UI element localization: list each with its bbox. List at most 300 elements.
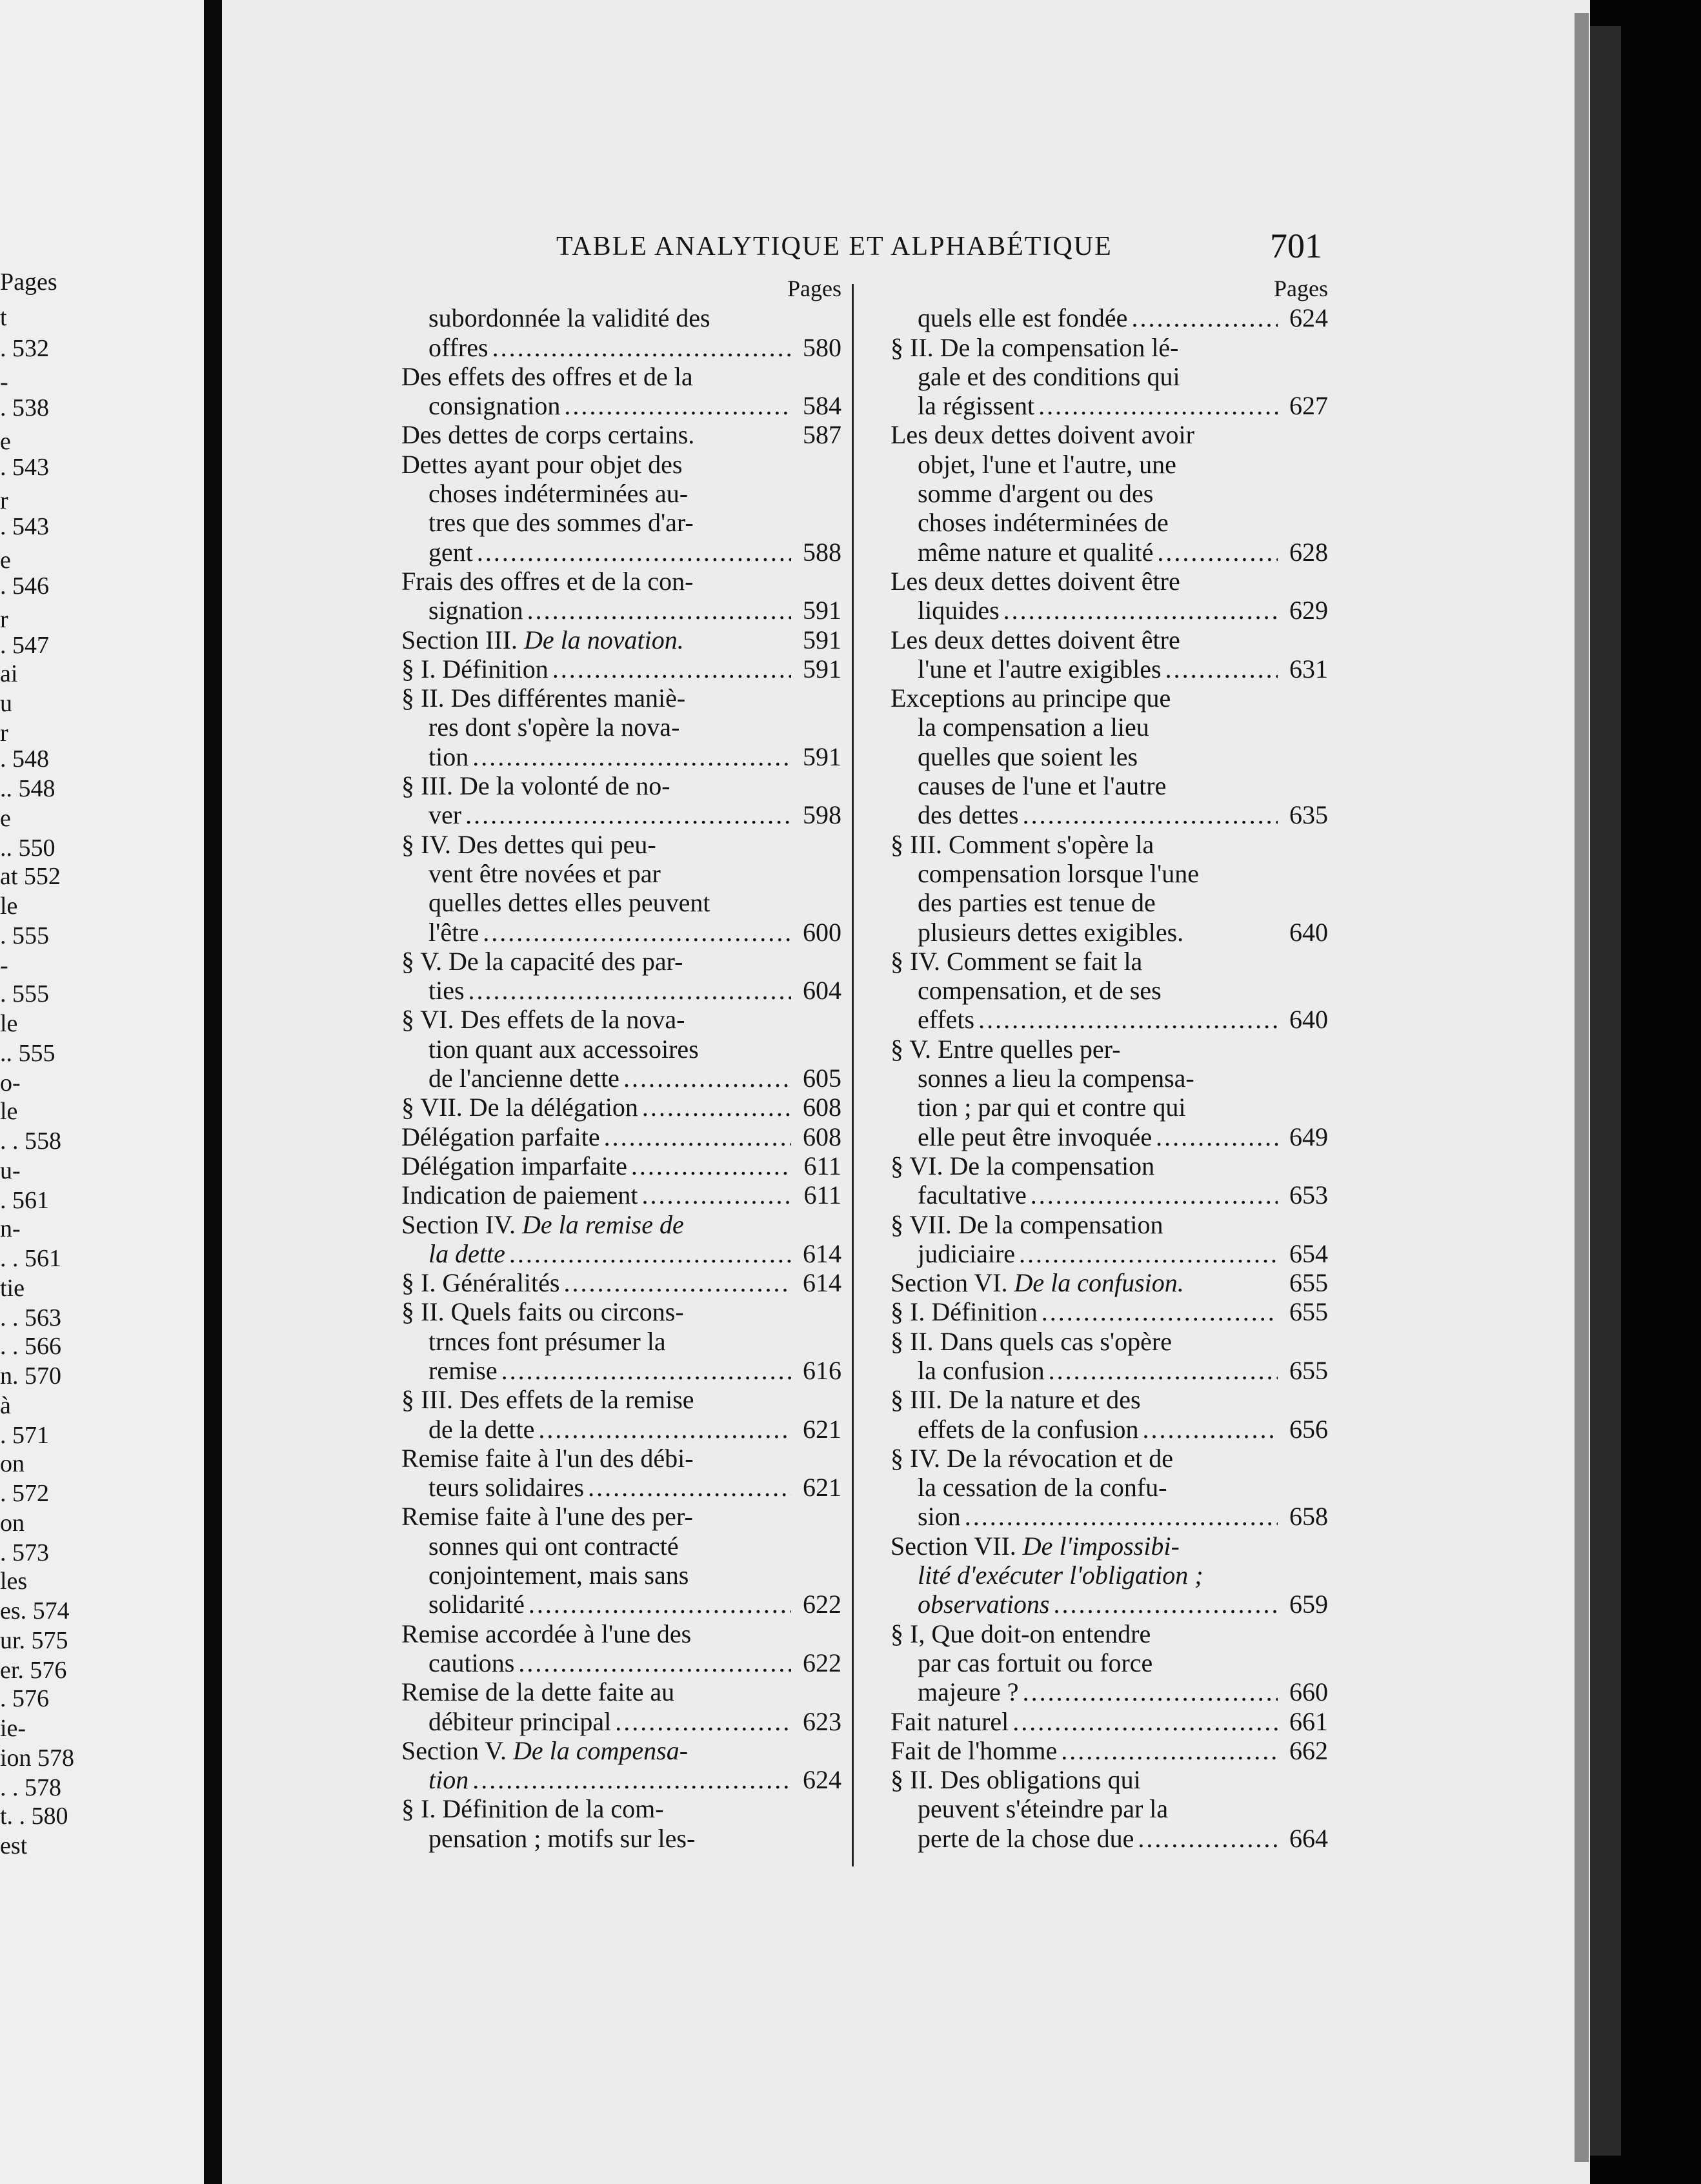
previous-page-line: le (0, 893, 18, 920)
page-reference: 623 (803, 1706, 841, 1736)
previous-page-line: Pages (0, 268, 57, 296)
entry-text-roman: Des dettes de corps certains. (401, 420, 695, 450)
entry-line (401, 1736, 841, 1765)
entry-line (401, 830, 841, 859)
entry-text (918, 1824, 1134, 1853)
entry-text (918, 1122, 1152, 1151)
entry-text (918, 450, 1176, 479)
running-head: TABLE ANALYTIQUE ET ALPHABÉTIQUE (556, 232, 1112, 261)
entry-text (918, 1561, 1203, 1590)
entry-text-roman: somme d'argent ou des (918, 479, 1154, 509)
entry-line (401, 1385, 841, 1414)
dot-leader (1019, 1239, 1278, 1268)
previous-page-line: est (0, 1832, 28, 1859)
previous-page-line: ion 578 (0, 1744, 75, 1772)
index-entry (401, 1151, 841, 1180)
entry-line (891, 800, 1328, 829)
entry-text-roman: objet, l'une et l'autre, une (918, 449, 1176, 479)
page-reference: 587 (803, 420, 841, 450)
page-reference: 600 (803, 917, 841, 947)
dot-leader (1042, 1297, 1278, 1326)
entry-text-roman: § I, Que doit-on entendre (891, 1619, 1151, 1648)
entry-text-roman: § VI. De la compensation (891, 1151, 1155, 1180)
dot-leader (642, 1180, 791, 1209)
entry-line (891, 1327, 1328, 1356)
entry-line (401, 420, 841, 449)
entry-text-roman: Délégation parfaite (401, 1122, 600, 1151)
index-entry (401, 1502, 841, 1619)
entry-text-roman: sonnes qui ont contracté (428, 1531, 679, 1561)
page-reference: 640 (1289, 1005, 1328, 1035)
page-reference: 614 (803, 1268, 841, 1298)
index-entry (891, 1210, 1328, 1269)
entry-text (918, 1648, 1152, 1677)
entry-text (891, 1444, 1173, 1473)
entry-line (401, 859, 841, 888)
previous-page-line: . 538 (0, 394, 49, 421)
entry-text (401, 1151, 627, 1180)
previous-page-line: es. 574 (0, 1597, 70, 1624)
entry-text-italic: De la novation. (523, 625, 684, 654)
previous-page-line: u (0, 690, 12, 717)
previous-page-line: . 573 (0, 1539, 49, 1566)
entry-text (428, 1473, 584, 1502)
entry-text-roman: quelles dettes elles peuvent (428, 888, 710, 918)
pages-label: Pages (787, 276, 841, 301)
entry-text (891, 333, 1179, 362)
page-reference: 608 (803, 1122, 841, 1151)
entry-text (918, 1180, 1027, 1209)
entry-text (401, 1736, 688, 1765)
index-entry (401, 1093, 841, 1122)
index-entry (401, 1210, 841, 1269)
entry-text (891, 1532, 1180, 1561)
entry-text-roman: compensation, et de ses (918, 976, 1162, 1006)
entry-line (891, 1765, 1328, 1794)
entry-line (401, 683, 841, 713)
dot-leader (1061, 1736, 1278, 1765)
entry-text (891, 683, 1171, 713)
entry-text (918, 918, 1183, 947)
entry-text (891, 947, 1142, 976)
entry-text (918, 508, 1169, 537)
page-reference: 628 (1289, 537, 1328, 567)
entry-text (891, 830, 1154, 859)
entry-text (428, 1532, 679, 1561)
entry-line (401, 1268, 841, 1297)
dot-leader (604, 1122, 791, 1151)
page-reference: 640 (1289, 917, 1328, 947)
page-reference: 655 (1289, 1297, 1328, 1327)
index-column-left (401, 274, 841, 1853)
entry-text (918, 654, 1162, 683)
entry-text (428, 1064, 619, 1093)
entry-text-roman: Fait naturel (891, 1706, 1009, 1736)
entry-text-roman: res dont s'opère la nova- (428, 713, 680, 742)
entry-line (891, 1824, 1328, 1853)
dot-leader (509, 1239, 791, 1268)
entry-text-roman: § I. Définition de la com- (401, 1794, 664, 1824)
entry-text-roman: trnces font présumer la (428, 1326, 666, 1356)
page-reference: 659 (1289, 1590, 1328, 1619)
entry-text-roman: gale et des conditions qui (918, 361, 1180, 391)
entry-text (428, 859, 661, 888)
entry-text (428, 1561, 689, 1590)
index-entry (891, 1327, 1328, 1386)
entry-text (918, 1415, 1138, 1444)
entry-text (401, 830, 656, 859)
entry-text-roman: ties (428, 976, 465, 1006)
entry-text-italic: De la confusion. (1014, 1268, 1184, 1298)
dot-leader (472, 1765, 791, 1794)
previous-page-line: . . 558 (0, 1127, 61, 1155)
entry-line (401, 654, 841, 683)
entry-line (401, 479, 841, 508)
index-entry (401, 1268, 841, 1297)
previous-page-line: . 547 (0, 632, 49, 659)
page-reference: 584 (803, 391, 841, 421)
page-reference: 629 (1289, 596, 1328, 625)
entry-text-roman: quelles que soient les (918, 742, 1138, 771)
dot-leader (468, 976, 791, 1005)
dot-leader (1012, 1707, 1278, 1736)
entry-text-italic: observations (918, 1590, 1050, 1619)
entry-text (401, 771, 670, 800)
dot-leader (642, 1093, 791, 1122)
entry-line (401, 1093, 841, 1122)
index-entry (891, 1736, 1328, 1765)
entry-text (918, 771, 1166, 800)
entry-text-roman: subordonnée la validité des (428, 303, 710, 333)
entry-text-roman: cautions (428, 1648, 515, 1677)
dot-leader (465, 800, 791, 829)
entry-text (428, 508, 694, 537)
page-reference: 649 (1289, 1122, 1328, 1151)
entry-line (891, 683, 1328, 713)
entry-line (401, 1151, 841, 1180)
entry-line (401, 1532, 841, 1561)
entry-line (891, 1093, 1328, 1122)
entry-text (401, 1619, 691, 1648)
index-entry (401, 654, 841, 683)
entry-text-roman: tion ; par qui et contre qui (918, 1093, 1186, 1122)
index-entry (401, 567, 841, 625)
entry-text (401, 1093, 638, 1122)
page-reference: 635 (1289, 800, 1328, 830)
entry-line (401, 713, 841, 742)
entry-text-roman: l'être (428, 917, 479, 947)
previous-page-line: à (0, 1392, 11, 1419)
entry-text-roman: § I. Généralités (401, 1268, 560, 1298)
dot-leader (978, 1005, 1278, 1034)
dot-leader (1138, 1824, 1278, 1853)
entry-line (401, 1210, 841, 1239)
dot-leader (1165, 654, 1278, 683)
column-rule (852, 284, 854, 1866)
entry-text (918, 538, 1153, 567)
entry-text-roman: § II. Quels faits ou circons- (401, 1297, 684, 1327)
entry-text (401, 1268, 559, 1297)
entry-line (891, 567, 1328, 596)
entry-text (891, 1035, 1121, 1064)
entry-text (918, 391, 1034, 420)
entry-text-roman: des parties est tenue de (918, 888, 1156, 918)
entry-text (401, 625, 684, 654)
entry-text-italic: De la compensa- (513, 1735, 689, 1765)
entry-text (428, 976, 465, 1005)
entry-text-roman: § I. Définition (401, 654, 549, 683)
page-reference: 664 (1289, 1823, 1328, 1853)
dot-leader (615, 1707, 791, 1736)
entry-text (918, 479, 1153, 508)
previous-page-line: - (0, 952, 8, 979)
page-reference: 591 (803, 742, 841, 771)
entry-line (891, 1035, 1328, 1064)
entry-text-roman: § III. Des effets de la remise (401, 1385, 694, 1415)
entry-line (401, 1765, 841, 1794)
entry-line (401, 976, 841, 1005)
entry-line (891, 1180, 1328, 1209)
entry-line (891, 1122, 1328, 1151)
entry-text (401, 1180, 638, 1209)
index-entry (401, 1297, 841, 1385)
entry-line (891, 596, 1328, 625)
entry-line (401, 888, 841, 917)
entry-line (401, 800, 841, 829)
entry-text (891, 1385, 1141, 1414)
book-edge (1590, 26, 1621, 2156)
entry-text-roman: Les deux dettes doivent avoir (891, 420, 1194, 450)
entry-text (891, 1736, 1057, 1765)
entry-line (401, 596, 841, 625)
index-entry (401, 420, 841, 449)
previous-page-line: ai (0, 660, 18, 687)
entry-text (918, 976, 1162, 1005)
dot-leader (1131, 303, 1278, 332)
dot-leader (1023, 800, 1278, 829)
entry-text (428, 1415, 534, 1444)
index-entry (891, 303, 1328, 332)
dot-leader (527, 596, 791, 625)
page-reference: 622 (803, 1590, 841, 1619)
index-entry (891, 1619, 1328, 1707)
index-entry (891, 1297, 1328, 1326)
dot-leader (588, 1473, 791, 1502)
entry-text (891, 1297, 1038, 1326)
page-reference: 661 (1289, 1706, 1328, 1736)
entry-line (891, 1677, 1328, 1706)
entry-line (891, 1707, 1328, 1736)
previous-page-line: e (0, 428, 11, 455)
index-entry (401, 1736, 841, 1795)
entry-text-roman: causes de l'une et l'autre (918, 771, 1167, 801)
index-entry (401, 683, 841, 771)
entry-text (891, 420, 1194, 449)
entry-text (918, 1590, 1049, 1619)
entry-line (891, 859, 1328, 888)
entry-text-roman: signation (428, 596, 523, 625)
entry-text-roman: des dettes (918, 800, 1019, 830)
index-entry (891, 947, 1328, 1035)
entry-text-roman: § III. Comment s'opère la (891, 829, 1154, 859)
entry-line (891, 362, 1328, 391)
page-reference: 588 (803, 537, 841, 567)
entry-text (428, 596, 523, 625)
page-reference: 591 (803, 625, 841, 654)
entry-line (891, 742, 1328, 771)
entry-line (891, 1385, 1328, 1414)
entry-text (918, 303, 1127, 332)
index-entry (891, 1532, 1328, 1619)
entry-text (401, 362, 693, 391)
previous-page-line: ur. 575 (0, 1627, 68, 1654)
previous-page-line: e (0, 547, 11, 574)
entry-text-roman: l'une et l'autre exigibles (918, 654, 1162, 683)
entry-text-roman: gent (428, 537, 473, 567)
entry-line (891, 1648, 1328, 1677)
previous-page-line: . 555 (0, 922, 49, 949)
entry-text-roman: majeure ? (918, 1677, 1019, 1707)
previous-page-line: tie (0, 1275, 25, 1302)
previous-page-line: u- (0, 1157, 21, 1184)
page-reference: 655 (1289, 1355, 1328, 1385)
entry-text (918, 596, 1000, 625)
page-reference: 627 (1289, 391, 1328, 421)
entry-line (891, 625, 1328, 654)
entry-text-roman: quels elle est fondée (918, 303, 1128, 333)
entry-text-roman: § I. Définition (891, 1297, 1038, 1327)
page-reference: 656 (1289, 1414, 1328, 1444)
entry-text (428, 800, 461, 829)
entry-text (428, 391, 560, 420)
entry-text (428, 1035, 699, 1064)
entry-text (401, 1794, 664, 1823)
entry-text (918, 1502, 961, 1531)
dot-leader (563, 1268, 791, 1297)
entry-text-roman: de la dette (428, 1414, 535, 1444)
index-entry (891, 1385, 1328, 1444)
entry-line (891, 1561, 1328, 1590)
entry-text (918, 1794, 1168, 1823)
entry-text (918, 713, 1149, 742)
page-reference: 621 (803, 1414, 841, 1444)
index-entry (401, 362, 841, 421)
entry-text (401, 947, 683, 976)
entry-text-roman: sion (918, 1502, 961, 1532)
entry-line (401, 333, 841, 362)
entry-text-roman: de l'ancienne dette (428, 1064, 619, 1093)
entry-text (918, 1005, 974, 1034)
entry-text-roman: Les deux dettes doivent être (891, 566, 1180, 596)
entry-text (428, 1590, 525, 1619)
index-entry (891, 1035, 1328, 1151)
entry-text (891, 1765, 1141, 1794)
previous-page-line: . 576 (0, 1685, 49, 1712)
entry-text-roman: ver (428, 800, 462, 830)
entry-text-roman: choses indéterminées de (918, 508, 1169, 538)
entry-text (401, 1444, 694, 1473)
page-number: 701 (1270, 227, 1322, 265)
entry-text-roman: § III. De la nature et des (891, 1385, 1141, 1415)
previous-page-fragment (0, 0, 204, 2184)
entry-text-roman: § IV. Comment se fait la (891, 946, 1143, 976)
entry-text-roman: plusieurs dettes exigibles. (918, 917, 1184, 947)
entry-text (428, 1356, 498, 1385)
entry-text-roman: Délégation imparfaite (401, 1151, 627, 1180)
entry-text-roman: Frais des offres et de la con- (401, 566, 694, 596)
entry-line (891, 888, 1328, 917)
entry-text (891, 1151, 1154, 1180)
index-entry (401, 947, 841, 1006)
index-entry (401, 1385, 841, 1444)
dot-leader (564, 391, 791, 420)
page-reference: 616 (803, 1355, 841, 1385)
page-edge (1575, 13, 1589, 2162)
entry-line (401, 391, 841, 420)
entry-text (891, 625, 1180, 654)
previous-page-line: r (0, 606, 8, 633)
entry-line (401, 303, 841, 332)
entry-line (401, 1415, 841, 1444)
previous-page-line: .. 550 (0, 834, 55, 862)
entry-text-roman: § II. De la compensation lé- (891, 332, 1179, 362)
entry-text (401, 1677, 674, 1706)
entry-line (891, 1736, 1328, 1765)
entry-text-roman: peuvent s'éteindre par la (918, 1794, 1169, 1824)
book-gutter (204, 0, 222, 2184)
entry-line (891, 830, 1328, 859)
entry-line (891, 1005, 1328, 1034)
index-entry (401, 1619, 841, 1678)
page-reference: 654 (1289, 1239, 1328, 1268)
entry-text-roman: pensation ; motifs sur les- (428, 1823, 696, 1853)
index-entry (401, 1794, 841, 1853)
entry-text-roman: effets de la confusion (918, 1414, 1139, 1444)
page-reference: 598 (803, 800, 841, 830)
entry-text-roman: Section VI. (891, 1268, 1014, 1298)
entry-line (891, 333, 1328, 362)
entry-text-roman: consignation (428, 391, 561, 421)
entry-line (401, 1239, 841, 1268)
page-reference: 580 (803, 332, 841, 362)
entry-line (891, 1619, 1328, 1648)
entry-line (401, 1794, 841, 1823)
entry-text (428, 1648, 514, 1677)
dot-leader (477, 538, 791, 567)
dot-leader (492, 333, 791, 362)
entry-text (428, 1239, 505, 1268)
entry-text-roman: Section IV. (401, 1209, 523, 1239)
entry-text-roman: Section V. (401, 1735, 513, 1765)
previous-page-line: . 555 (0, 980, 49, 1007)
entry-line (891, 1297, 1328, 1326)
entry-line (891, 538, 1328, 567)
entry-text (918, 888, 1156, 917)
previous-page-line: . . 578 (0, 1774, 61, 1801)
previous-page-line: at 552 (0, 863, 61, 890)
dot-leader (538, 1415, 791, 1444)
entry-text-roman: Les deux dettes doivent être (891, 625, 1180, 654)
entry-text-roman: la compensation a lieu (918, 713, 1149, 742)
entry-line (401, 1824, 841, 1853)
index-entry (891, 830, 1328, 947)
entry-text-italic: la dette (428, 1239, 505, 1268)
entry-text (428, 1824, 695, 1853)
entry-line (401, 1590, 841, 1619)
previous-page-line: on (0, 1510, 25, 1537)
dot-leader (965, 1502, 1278, 1531)
entry-text-roman: la régissent (918, 391, 1035, 421)
